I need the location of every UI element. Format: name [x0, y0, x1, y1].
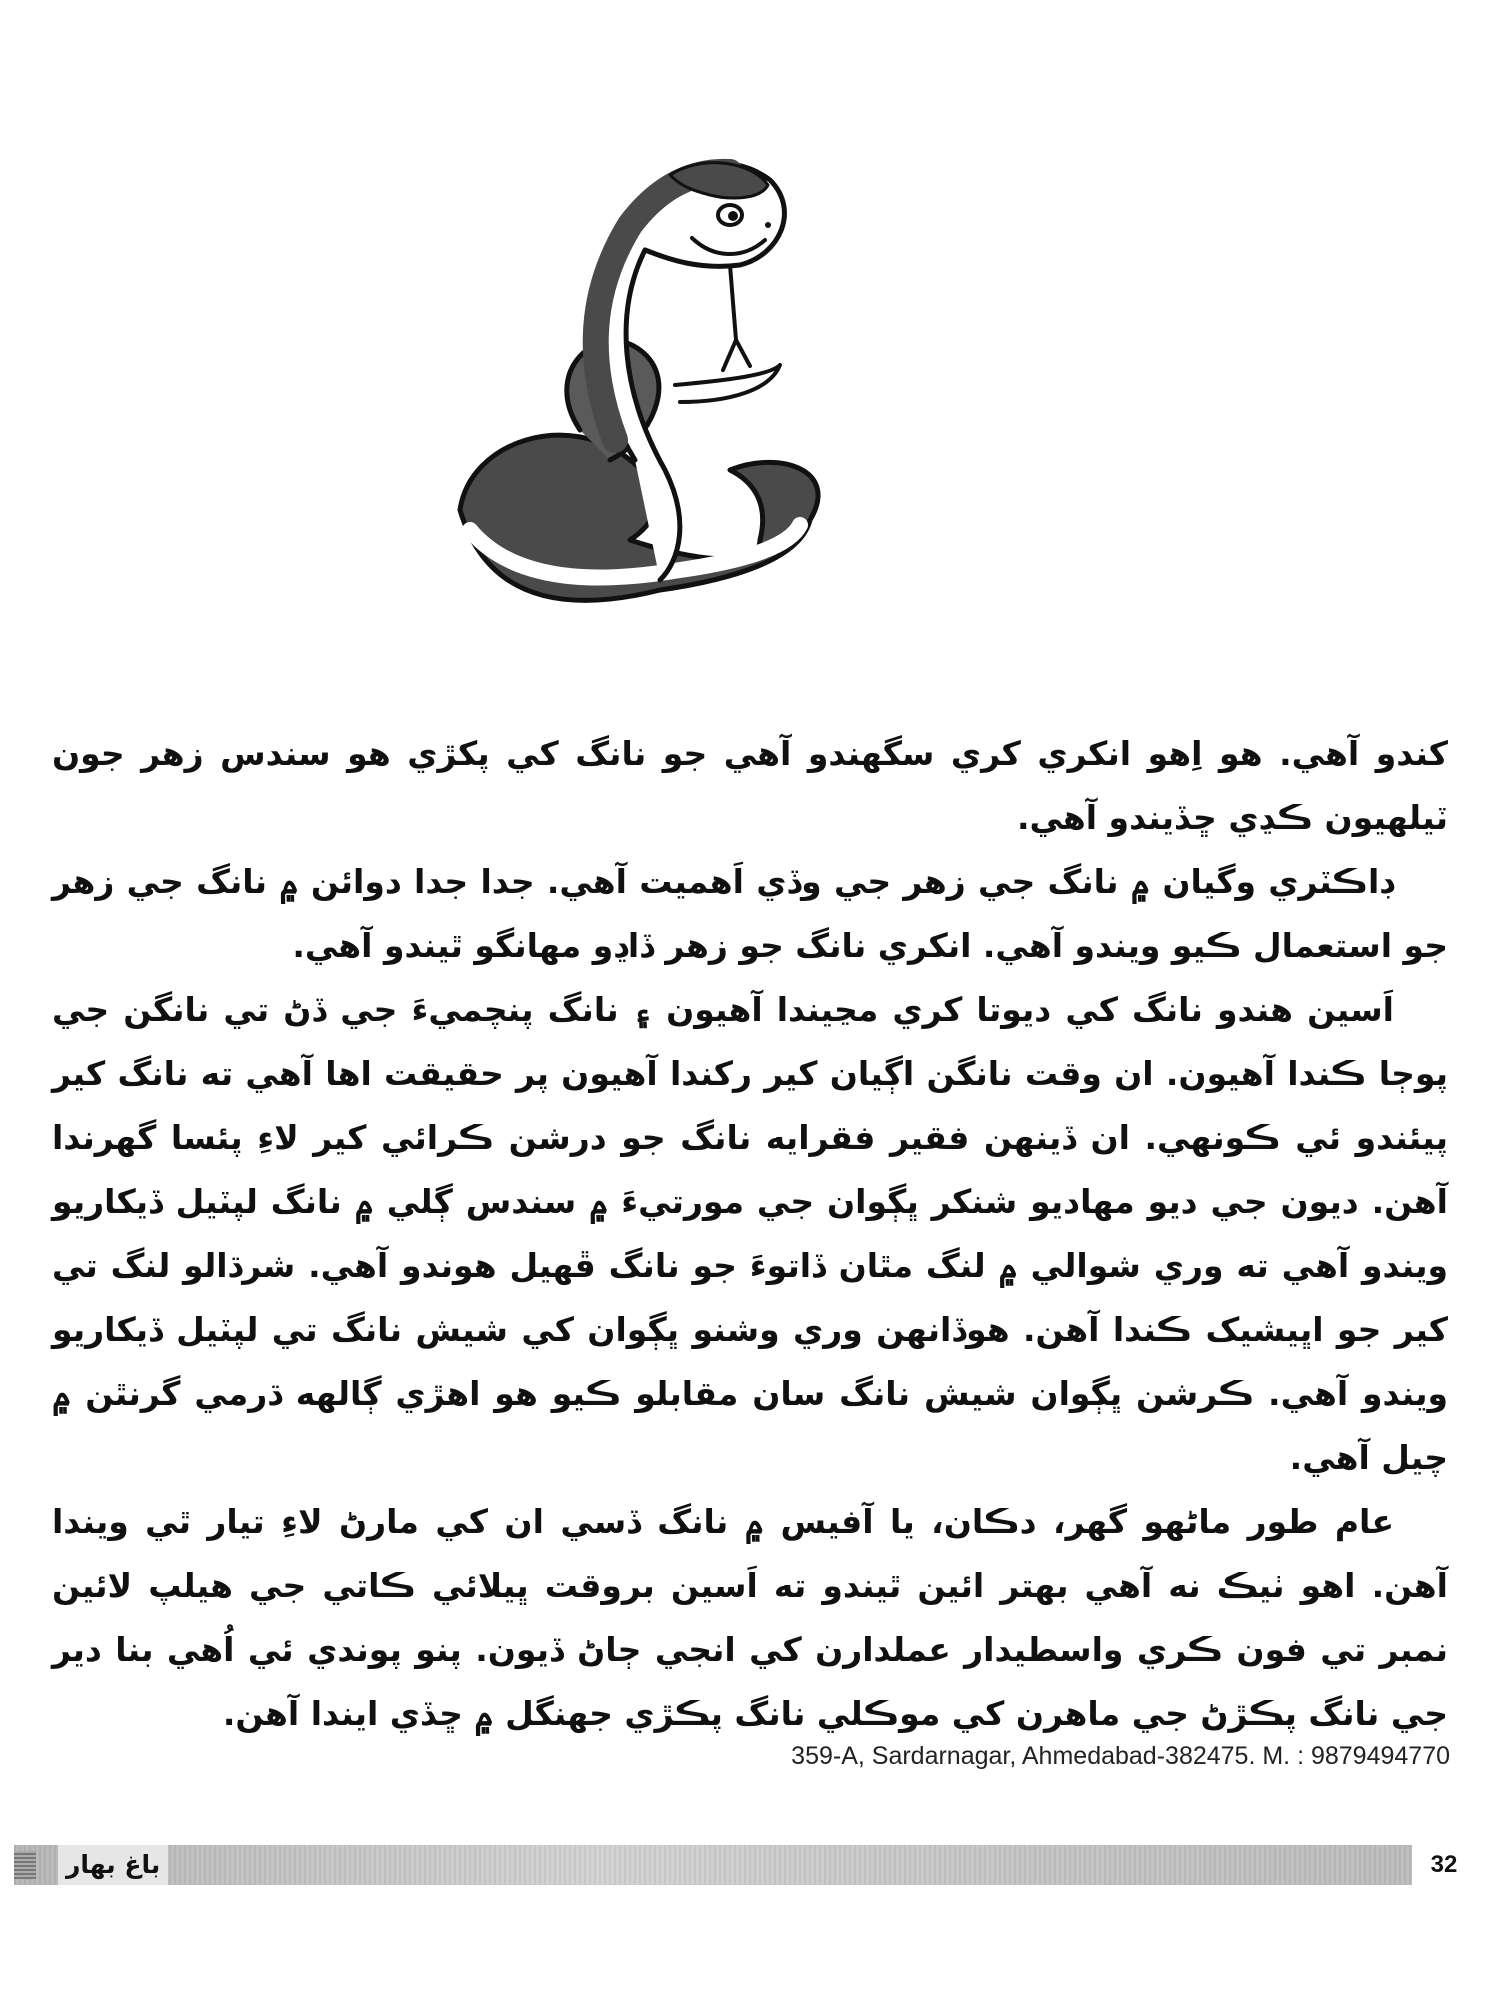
- article-paragraph: اَسين هندو نانگ کي ديوتا کري مڃيندا آهيون ۽ نانگ پنچميءَ جي ڏڻ تي نانگن جي پوڄا ڪندا آهيون. ان وقت نانگن اڳيان کير رکندا آهيون پر حقيقت اها آهي ته نانگ کير پيئندو ئي ڪونهي. ان ڏينهن فقير فقرايه نانگ جو درشن ڪرائي کير لاءِ پئسا گهرندا آهن. ديون جي ديو مهاديو شنکر ڀڳوان جي مورتيءَ ۾ سندس ڳلي ۾ نانگ لپٽيل ڏيکاريو ويندو آهي ته وري شوالي ۾ لنگ مٿان ڏاتوءَ جو نانگ ڦهيل هوندو آهي. شرڌالو لنگ تي کير جو اڀيشيک ڪندا آهن. هوڏانهن وري وشنو ڀڳوان کي شيش نانگ تي لپٽيل ڏيکاريو ويندو آهي. ڪرشن ڀڳوان شيش نانگ سان مقابلو ڪيو هو اهڙي ڳالهه ڌرمي گرنٿن ۾ چيل آهي.: [52, 990, 1448, 1477]
- author-address: 359-A, Sardarnagar, Ahmedabad-382475. M. : 9879494770: [791, 1742, 1450, 1770]
- footer-marker-icon: [14, 1851, 36, 1879]
- page-number: 32: [1412, 1845, 1476, 1885]
- article-paragraph: عام طور ماڻهو گهر، دڪان، يا آفيس ۾ نانگ ڏسي ان کي مارڻ لاءِ تيار ٿي ويندا آهن. اهو ٺيڪ نه آهي بهتر ائين ٿيندو ته اَسين بروقت ڀيلائي ڪاتي جي هيلپ لائين نمبر تي فون ڪري واسطيدار عملدارن کي انجي ڄاڻ ڏيون. پنو پوندي ئي اُهي بنا دير جي نانگ پڪڙڻ جي ماهرن کي موڪلي نانگ پڪڙي جهنگل ۾ ڇڏي ايندا آهن.: [52, 1502, 1448, 1733]
- article-body: [52, 722, 1448, 1746]
- magazine-name: باغ بهار: [58, 1845, 168, 1885]
- snake-illustration: [430, 140, 1030, 680]
- page-footer: [14, 1845, 1476, 1885]
- article-paragraph: ڊاڪٽري وگيان ۾ نانگ جي زهر جي وڏي اَهميت آهي. جدا جدا دوائن ۾ نانگ جي زهر جو استعمال ڪيو ويندو آهي. انکري نانگ جو زهر ڏاڍو مهانگو ٿيندو آهي.: [52, 862, 1448, 965]
- article-paragraph: کندو آهي. هو اِهو انکري کري سگهندو آهي جو نانگ کي پکڙي هو سندس زهر جون ٽيلهيون ڪڍي ڇڏيندو آهي.: [52, 734, 1448, 837]
